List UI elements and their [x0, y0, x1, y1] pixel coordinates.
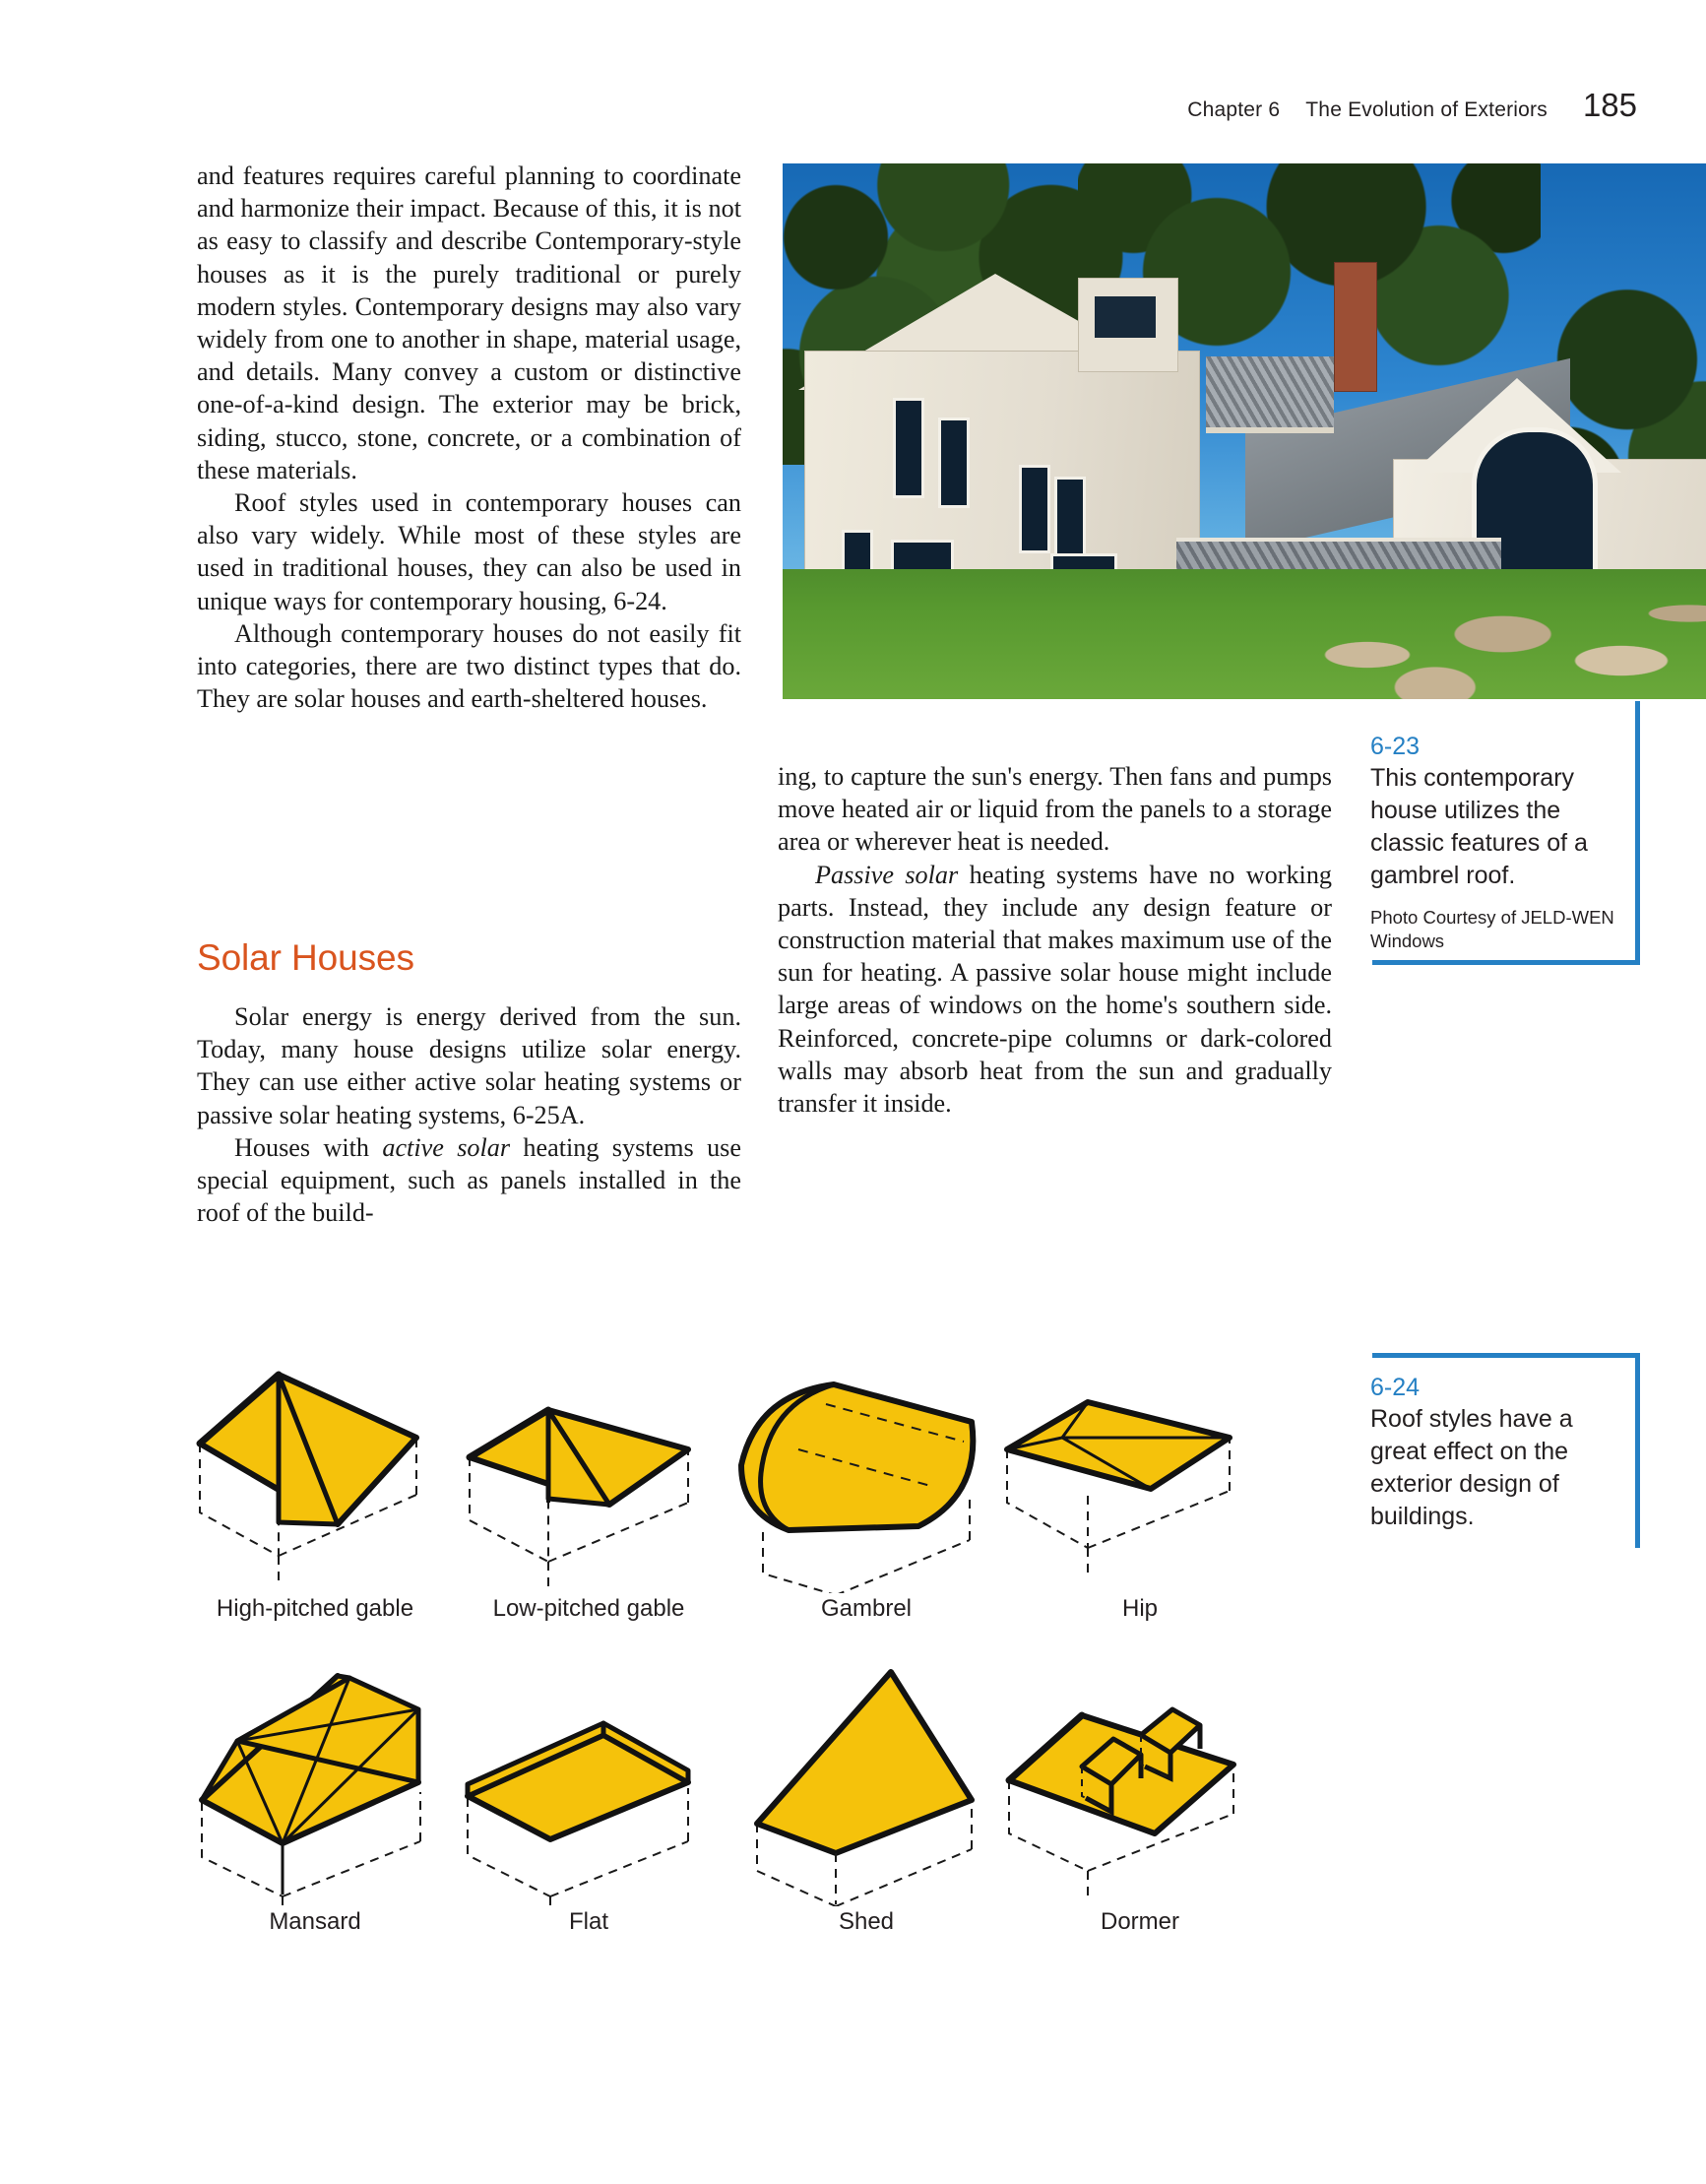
left-column-top — [197, 160, 741, 715]
caption-text: Roof styles have a great effect on the exterior design of buildings. — [1370, 1405, 1573, 1530]
paragraph: Although contemporary houses do not easily fit into categories, there are two distinct types that do. They are solar houses and earth-sheltered houses. — [197, 618, 741, 714]
roof-diagram-flat — [446, 1660, 731, 1946]
caption-number: 6-24 — [1370, 1374, 1421, 1401]
photo-upper-balcony — [1206, 356, 1334, 433]
caption-6-23-rule-right — [1635, 701, 1640, 965]
roof-style-label: Dormer — [1100, 1908, 1179, 1935]
left-column-bottom — [197, 1000, 741, 1229]
figure-6-23-photo — [783, 163, 1706, 699]
roof-diagram-gambrel — [724, 1347, 1009, 1633]
figure-caption-6-23 — [1370, 731, 1618, 953]
caption-photo-credit: Photo Courtesy of JELD-WEN Windows — [1370, 907, 1614, 951]
text-run: Houses with — [234, 1132, 383, 1162]
text-run: heating systems use special equipment, such as panels installed in the roof of the build- — [197, 1132, 741, 1228]
paragraph: ing, to capture the sun's energy. Then fans and pumps move heated air or liquid from the panels to a storage area or wherever heat is needed. — [778, 762, 1332, 857]
shed-icon — [724, 1660, 1009, 1906]
running-head — [1187, 87, 1637, 124]
roof-style-label: Hip — [1121, 1595, 1158, 1622]
paragraph — [778, 859, 1332, 1121]
roof-diagram-dormer — [997, 1660, 1283, 1946]
mansard-icon — [172, 1660, 458, 1906]
photo-window — [1054, 477, 1086, 563]
page-number: 185 — [1582, 87, 1637, 123]
roof-diagram-mansard — [172, 1660, 458, 1946]
paragraph: Solar energy is energy derived from the sun. Today, many house designs utilize solar energy. They can use either active solar heating systems or passive solar heating systems, 6-25A. — [197, 1002, 741, 1129]
roof-style-label: Shed — [838, 1908, 895, 1935]
photo-window — [938, 418, 970, 508]
text-run: heating systems have no working parts. Instead, they include any design feature or construction material that makes maximum use of the sun for heating. A passive solar house might include large areas of windows on the home's southern side. Reinforced, concrete-pipe columns or dark-colored walls may absorb heat from the sun and gradually transfer it inside. — [778, 860, 1333, 1119]
section-heading-solar-houses: Solar Houses — [197, 937, 414, 978]
dormer-icon — [997, 1660, 1283, 1906]
roof-style-label: Flat — [568, 1908, 608, 1935]
paragraph: and features requires careful planning to coordinate and harmonize their impact. Because of this, it is not as easy to classify and describe Contemporary-style houses as it is the purely traditional or purely modern styles. Contemporary designs may also vary widely from one to another in shape, material usage, and details. Many convey a custom or distinctive one-of-a-kind design. The exterior may be brick, siding, stucco, stone, concrete, or a combination of these materials. — [197, 161, 741, 484]
photo-rock-garden — [1283, 551, 1706, 699]
italic-term-passive-solar: Passive solar — [815, 860, 959, 889]
roof-diagram-low-pitched-gable — [446, 1347, 731, 1633]
roof-style-label: Gambrel — [820, 1595, 913, 1622]
figure-caption-6-24 — [1370, 1372, 1618, 1533]
running-head-title: The Evolution of Exteriors — [1305, 98, 1548, 121]
roof-style-label: Mansard — [269, 1908, 361, 1935]
roof-diagram-high-pitched-gable — [172, 1347, 458, 1633]
hip-icon — [997, 1347, 1283, 1593]
caption-6-24-rule-top — [1372, 1353, 1640, 1358]
photo-dormer — [1078, 278, 1178, 372]
roof-style-label: High-pitched gable — [216, 1595, 414, 1622]
roof-diagram-shed — [724, 1660, 1009, 1946]
low-pitched-gable-icon — [446, 1347, 731, 1593]
roof-diagram-hip — [997, 1347, 1283, 1633]
flat-icon — [446, 1660, 731, 1906]
running-head-chapter: Chapter 6 — [1187, 98, 1281, 121]
caption-6-23-rule-bottom — [1372, 960, 1640, 965]
roof-style-label: Low-pitched gable — [492, 1595, 685, 1622]
right-column — [778, 760, 1332, 1120]
gambrel-icon — [724, 1347, 1009, 1593]
photo-window — [893, 398, 924, 498]
photo-chimney — [1334, 262, 1377, 392]
high-pitched-gable-icon — [172, 1347, 458, 1593]
caption-number: 6-23 — [1370, 733, 1421, 760]
caption-text: This contemporary house utilizes the classic features of a gambrel roof. — [1370, 764, 1588, 889]
figure-6-24-roof-styles — [172, 1347, 1344, 1987]
paragraph — [197, 1131, 741, 1230]
photo-window — [1019, 465, 1050, 553]
caption-6-24-rule-right — [1635, 1353, 1640, 1548]
paragraph: Roof styles used in contemporary houses can also vary widely. While most of these styles are used in traditional houses, they can also be used in unique ways for contemporary housing, 6-24. — [197, 488, 741, 615]
italic-term-active-solar: active solar — [382, 1132, 511, 1162]
